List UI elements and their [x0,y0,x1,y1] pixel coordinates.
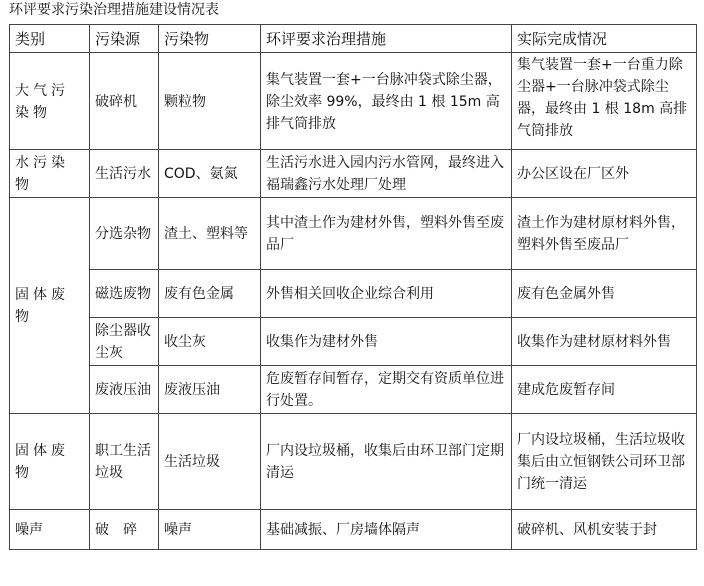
pollutant-cell: COD、氨氮 [159,150,261,198]
required-measure-cell: 其中渣土作为建材外售，塑料外售至废品厂 [261,198,512,270]
actual-status-cell: 废有色金属外售 [512,270,697,318]
source-cell: 职工生活垃圾 [90,414,159,510]
table-row [10,270,697,318]
table-row [10,414,697,510]
actual-status-cell: 厂内设垃圾桶，生活垃圾收集后由立恒钢铁公司环卫部门统一清运 [512,414,697,510]
source-cell: 生活污水 [90,150,159,198]
pollutant-cell: 生活垃圾 [159,414,261,510]
pollutant-cell: 废有色金属 [159,270,261,318]
required-measure-cell: 危废暂存间暂存，定期交有资质单位进行处置。 [261,366,512,414]
table-row [10,510,697,550]
actual-status-cell: 集气装置一套+一台重力除尘器+一台脉冲袋式除尘器，最终由 1 根 18m 高排气筒排放 [512,53,697,150]
table-title: 环评要求污染治理措施建设情况表 [9,2,219,18]
required-measure-cell: 外售相关回收企业综合利用 [261,270,512,318]
pollutant-cell: 颗粒物 [159,53,261,150]
category-cell: 大气污染物 [10,53,90,150]
table-row [10,53,697,150]
required-measure-cell: 厂内设垃圾桶，收集后由环卫部门定期清运 [261,414,512,510]
source-cell: 废液压油 [90,366,159,414]
table-row [10,366,697,414]
actual-status-cell: 渣土作为建材原材料外售，塑料外售至废品厂 [512,198,697,270]
actual-status-cell: 收集作为建材原材料外售 [512,318,697,366]
pollution-measures-table [9,24,697,550]
header-row [10,25,697,53]
header-pollutant: 污染物 [159,25,261,53]
category-cell: 固体废物 [10,414,90,510]
required-measure-cell: 生活污水进入园内污水管网，最终进入福瑞鑫污水处理厂处理 [261,150,512,198]
table-row [10,318,697,366]
pollutant-cell: 渣土、塑料等 [159,198,261,270]
actual-status-cell: 破碎机、风机安装于封 [512,510,697,550]
source-cell: 磁选废物 [90,270,159,318]
actual-status-cell: 办公区设在厂区外 [512,150,697,198]
source-cell: 除尘器收尘灰 [90,318,159,366]
pollutant-cell: 废液压油 [159,366,261,414]
header-category: 类别 [10,25,90,53]
required-measure-cell: 收集作为建材外售 [261,318,512,366]
table-row [10,198,697,270]
header-required: 环评要求治理措施 [261,25,512,53]
header-actual: 实际完成情况 [512,25,697,53]
category-cell: 噪声 [10,510,90,550]
source-cell: 破碎机 [90,53,159,150]
header-source: 污染源 [90,25,159,53]
pollutant-cell: 噪声 [159,510,261,550]
category-cell: 水污染物 [10,150,90,198]
pollutant-cell: 收尘灰 [159,318,261,366]
source-cell: 分选杂物 [90,198,159,270]
actual-status-cell: 建成危废暂存间 [512,366,697,414]
source-cell: 破 碎 [90,510,159,550]
category-cell: 固体废物 [10,198,90,414]
required-measure-cell: 集气装置一套+一台脉冲袋式除尘器，除尘效率 99%，最终由 1 根 15m 高排气筒排放 [261,53,512,150]
required-measure-cell: 基础减振、厂房墙体隔声 [261,510,512,550]
table-row [10,150,697,198]
